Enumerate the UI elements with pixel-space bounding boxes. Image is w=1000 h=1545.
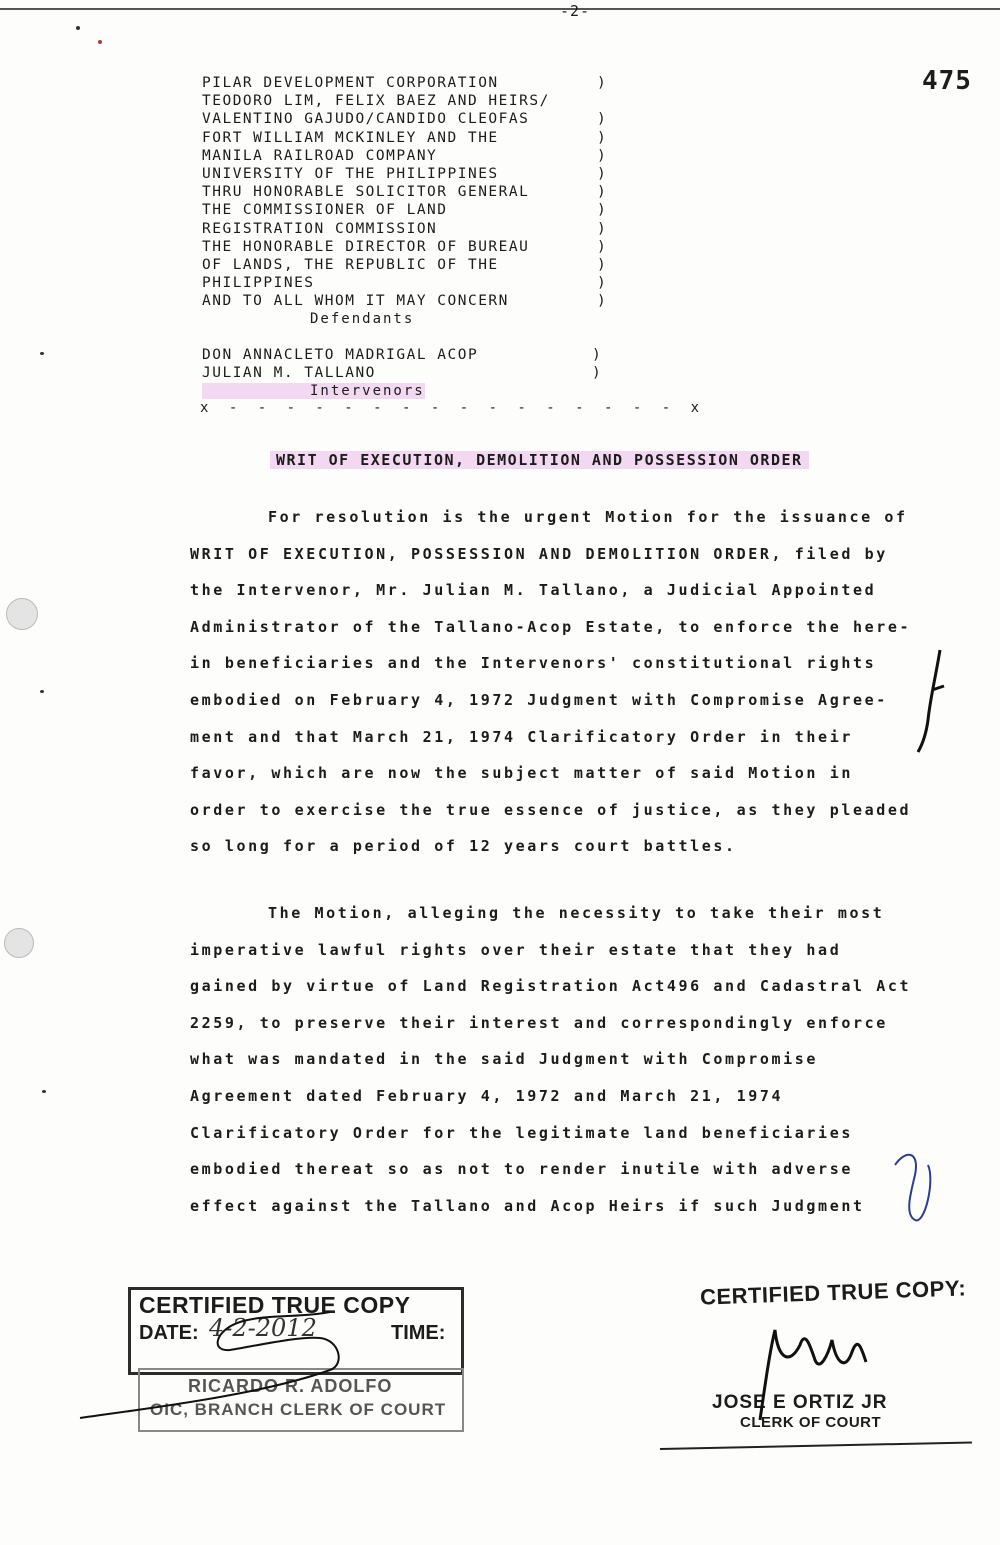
- caption-line: PHILIPPINES ): [202, 275, 608, 292]
- caption-line: JULIAN M. TALLANO ): [202, 365, 603, 382]
- page-number: -2-: [560, 2, 591, 20]
- text-line: in beneficiaries and the Intervenors' constitutional rights: [190, 654, 877, 673]
- caption-line: VALENTINO GAJUDO/CANDIDO CLEOFAS ): [202, 111, 608, 128]
- caption-line: THE HONORABLE DIRECTOR OF BUREAU ): [202, 238, 608, 255]
- text-line: For resolution is the urgent Motion for the issuance of: [268, 508, 908, 526]
- margin-signature-mark: [918, 650, 944, 752]
- text-line: Agreement dated February 4, 1972 and March 21, 1974: [190, 1086, 784, 1105]
- clerk-role: OIC, BRANCH CLERK OF COURT: [150, 1400, 447, 1419]
- stamp-time-label: TIME:: [391, 1322, 446, 1344]
- caption-line: UNIVERSITY OF THE PHILIPPINES ): [202, 165, 608, 182]
- caption-line: MANILA RAILROAD COMPANY ): [202, 147, 608, 164]
- left-stamp-signature: [80, 1312, 339, 1418]
- text-line: Administrator of the Tallano-Acop Estate, to enforce the here-: [190, 617, 912, 636]
- text-line: imperative lawful rights over their estate that they had: [190, 940, 842, 959]
- certified-true-copy-stamp-right: CERTIFIED TRUE COPY:: [699, 1275, 967, 1310]
- text-line: embodied on February 4, 1972 Judgment with Compromise Agree-: [190, 690, 888, 709]
- defendants-label: Defendants: [310, 311, 415, 328]
- text-line: the Intervenor, Mr. Julian M. Tallano, a Judicial Appointed: [190, 581, 877, 600]
- text-line: WRIT OF EXECUTION, POSSESSION AND DEMOLITION ORDER, filed by: [190, 544, 888, 563]
- text-line: ment and that March 21, 1974 Clarificatory Order in their: [190, 727, 853, 746]
- text-line: order to exercise the true essence of justice, as they pleaded: [190, 800, 912, 819]
- text-line: what was mandated in the said Judgment with Compromise: [190, 1050, 819, 1069]
- text-line: The Motion, alleging the necessity to take their most: [268, 904, 885, 922]
- folio-number: 475: [922, 66, 972, 96]
- text-line: favor, which are now the subject matter of said Motion in: [190, 764, 853, 783]
- clerk-name-right: JOSE E ORTIZ JR: [712, 1392, 888, 1413]
- document-title: WRIT OF EXECUTION, DEMOLITION AND POSSESSION ORDER: [270, 451, 809, 469]
- clerk-role-right: CLERK OF COURT: [740, 1414, 882, 1431]
- caption-line: REGISTRATION COMMISSION ): [202, 220, 608, 237]
- caption-line: THE COMMISSIONER OF LAND ): [202, 202, 608, 219]
- text-line: Clarificatory Order for the legitimate land beneficiaries: [190, 1123, 853, 1142]
- text-line: effect against the Tallano and Acop Heirs if such Judgment: [190, 1196, 865, 1215]
- text-line: so long for a period of 12 years court battles.: [190, 837, 737, 856]
- stamp-date-value: 4-2-2012: [209, 1314, 317, 1342]
- caption-line: PILAR DEVELOPMENT CORPORATION ): [202, 75, 608, 91]
- caption-line: DON ANNACLETO MADRIGAL ACOP ): [202, 347, 603, 363]
- caption-line: FORT WILLIAM MCKINLEY AND THE ): [202, 129, 608, 146]
- right-stamp-signature: [760, 1330, 866, 1420]
- clerk-name: RICARDO R. ADOLFO: [188, 1376, 393, 1396]
- stamp-date-label: DATE:: [139, 1322, 199, 1344]
- text-line: 2259, to preserve their interest and correspondingly enforce: [190, 1013, 888, 1032]
- caption-line: THRU HONORABLE SOLICITOR GENERAL ): [202, 184, 608, 201]
- initials-mark: [895, 1155, 930, 1221]
- caption-line: AND TO ALL WHOM IT MAY CONCERN ): [202, 293, 608, 310]
- caption-separator: x - - - - - - - - - - - - - - - - x: [200, 400, 706, 416]
- text-line: gained by virtue of Land Registration Act496 and Cadastral Act: [190, 977, 912, 996]
- caption-line: TEODORO LIM, FELIX BAEZ AND HEIRS/: [202, 93, 550, 110]
- stamp-title: CERTIFIED TRUE COPY: [139, 1292, 411, 1318]
- text-line: embodied thereat so as not to render inutile with adverse: [190, 1160, 853, 1179]
- caption-line: OF LANDS, THE REPUBLIC OF THE ): [202, 256, 608, 273]
- intervenors-label: Intervenors: [202, 383, 425, 399]
